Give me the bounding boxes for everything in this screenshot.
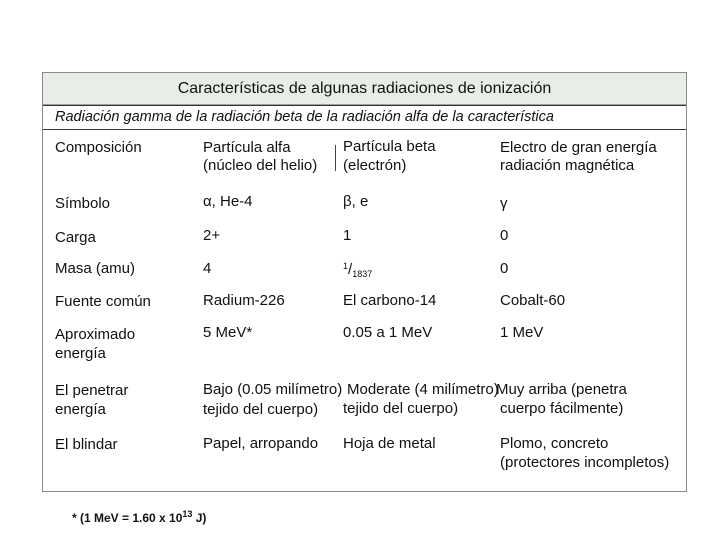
beta-penetration-line1: Moderate (4 milímetro)	[347, 381, 499, 398]
beta-penetration-line2: tejido del cuerpo)	[343, 400, 459, 417]
row-label-masa: Masa (amu)	[55, 260, 136, 277]
table-subtitle: Radiación gamma de la radiación beta de la radiación alfa de la característica	[43, 105, 686, 130]
row-label-blindar: El blindar	[55, 436, 118, 453]
gamma-symbol: γ	[500, 195, 508, 212]
beta-mass-denominator: 1837	[352, 269, 373, 279]
row-label-energia-line2: energía	[55, 345, 106, 362]
beta-composition-line1: Partícula beta	[343, 138, 436, 155]
footnote-exponent: 13	[182, 509, 193, 519]
beta-mass: $^1/_{1837}$	[343, 261, 373, 279]
alpha-mass: 4	[203, 260, 212, 277]
alpha-penetration-line2: tejido del cuerpo)	[203, 401, 319, 418]
alpha-energy: 5 MeV*	[203, 324, 253, 341]
beta-energy: 0.05 a 1 MeV	[343, 324, 433, 341]
alpha-shielding: Papel, arropando	[203, 435, 319, 452]
alpha-symbol: α, He-4	[203, 193, 253, 210]
row-label-penetrar-line1: El penetrar	[55, 382, 129, 399]
beta-composition-line2: (electrón)	[343, 157, 407, 174]
footnote	[72, 509, 206, 525]
gamma-mass: 0	[500, 260, 509, 277]
gamma-energy: 1 MeV	[500, 324, 544, 341]
row-label-simbolo: Símbolo	[55, 195, 111, 212]
alpha-penetration-line1: Bajo (0.05 milímetro)	[203, 381, 343, 398]
row-label-composicion: Composición	[55, 139, 142, 156]
beta-mass-numerator: 1	[343, 261, 349, 271]
beta-charge: 1	[343, 227, 352, 244]
alpha-composition-line2: (núcleo del helio)	[203, 157, 318, 174]
row-label-penetrar-line2: energía	[55, 401, 106, 418]
table-title: Características de algunas radiaciones de ionización	[43, 73, 686, 105]
gamma-penetration-line1: Muy arriba (penetra	[496, 381, 627, 398]
gamma-shielding-line1: Plomo, concreto	[500, 435, 609, 452]
beta-source: El carbono-14	[343, 292, 437, 309]
gamma-penetration-line2: cuerpo fácilmente)	[500, 400, 624, 417]
alpha-source: Radium-226	[203, 292, 285, 309]
row-label-energia-line1: Aproximado	[55, 326, 136, 343]
alpha-composition-line1: Partícula alfa	[203, 139, 291, 156]
gamma-shielding-line2: (protectores incompletos)	[500, 454, 670, 471]
footnote-suffix: J)	[192, 511, 207, 525]
gamma-charge: 0	[500, 227, 509, 244]
gamma-composition-line1: Electro de gran energía	[500, 139, 657, 156]
beta-shielding: Hoja de metal	[343, 435, 436, 452]
row-label-carga: Carga	[55, 229, 96, 246]
gamma-composition-line2: radiación magnética	[500, 157, 635, 174]
row-label-fuente: Fuente común	[55, 293, 151, 310]
beta-symbol: β, e	[343, 193, 369, 210]
cell-divider	[335, 145, 336, 171]
footnote-prefix: * (1 MeV = 1.60 x 10	[72, 511, 183, 525]
gamma-source: Cobalt-60	[500, 292, 566, 309]
alpha-charge: 2+	[203, 227, 221, 244]
